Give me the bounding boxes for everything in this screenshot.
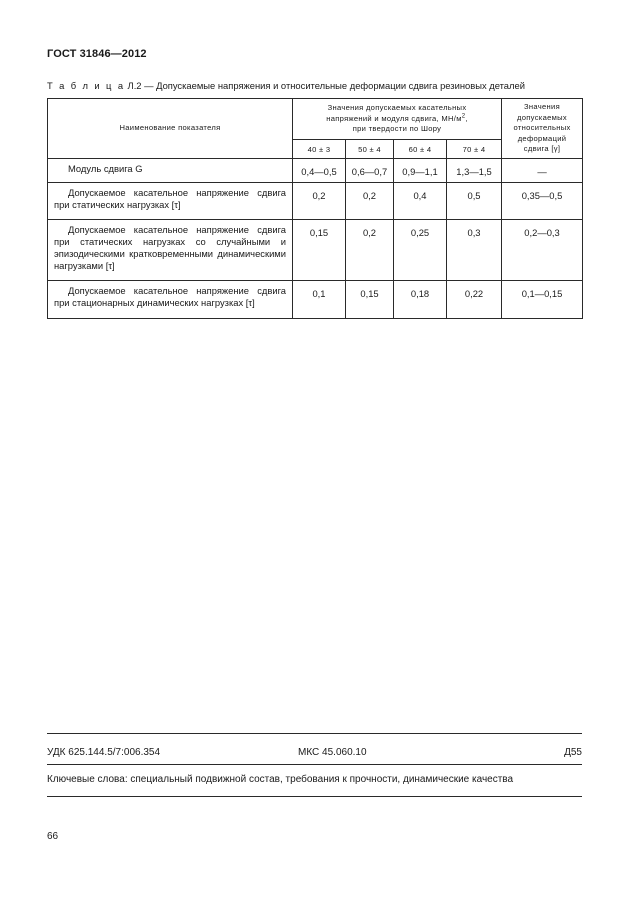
table-row bbox=[48, 183, 583, 220]
table-cell: — bbox=[502, 159, 583, 183]
udc-code: УДК 625.144.5/7:006.354 bbox=[47, 747, 161, 758]
table-caption bbox=[47, 80, 525, 91]
table-cell: 0,15 bbox=[293, 220, 346, 281]
hardness-header-60: 60 ± 4 bbox=[394, 140, 447, 159]
table-cell: 0,18 bbox=[394, 281, 447, 319]
table-cell: 0,6—0,7 bbox=[346, 159, 394, 183]
table-cell: 0,3 bbox=[447, 220, 502, 281]
table-row bbox=[48, 220, 583, 281]
table-row bbox=[48, 159, 583, 183]
caption-number: Л.2 — bbox=[124, 80, 157, 91]
allowable-values-header-line2: напряжений и модуля сдвига, $МН/м^2$, bbox=[326, 113, 468, 123]
hardness-header-70: 70 ± 4 bbox=[447, 140, 502, 159]
row-label: Допускаемое касательное напряжение сдвига при стационарных динамических нагрузках [τ] bbox=[48, 281, 293, 319]
table-cell: 0,9—1,1 bbox=[394, 159, 447, 183]
hardness-header-40: 40 ± 3 bbox=[293, 140, 346, 159]
table-cell: 0,22 bbox=[447, 281, 502, 319]
table-cell: 0,2 bbox=[346, 220, 394, 281]
table-cell: 0,5 bbox=[447, 183, 502, 220]
table-cell: 0,2—0,3 bbox=[502, 220, 583, 281]
table-cell: 0,4 bbox=[394, 183, 447, 220]
indicator-name-header: Наименование показателя bbox=[48, 99, 293, 159]
row-label: Допускаемое касательное напряжение сдвига при статических нагрузках со случайными и эпизодическими кратковременными динамическими нагрузками [τ] bbox=[48, 220, 293, 281]
footer-top-rule bbox=[47, 733, 582, 734]
allowable-values-header-line1: Значения допускаемых касательных bbox=[327, 103, 467, 113]
stress-deformation-table bbox=[47, 98, 583, 319]
page-number: 66 bbox=[47, 831, 59, 842]
mks-code: МКС 45.060.10 bbox=[298, 747, 367, 758]
row-label: Модуль сдвига G bbox=[48, 159, 293, 183]
table-row bbox=[48, 281, 583, 319]
caption-title: Допускаемые напряжения и относительные деформации сдвига резиновых деталей bbox=[156, 80, 525, 91]
table-cell: 0,1—0,15 bbox=[502, 281, 583, 319]
caption-label: Т а б л и ц а bbox=[47, 80, 125, 91]
classification-code: Д55 bbox=[564, 747, 582, 758]
row-label: Допускаемое касательное напряжение сдвига при статических нагрузках [τ] bbox=[48, 183, 293, 220]
footer-bottom-rule bbox=[47, 796, 582, 797]
table-cell: 0,4—0,5 bbox=[293, 159, 346, 183]
table-cell: 0,1 bbox=[293, 281, 346, 319]
shear-deformation-header: Значения допускаемых относительных деформаций сдвига [γ] bbox=[502, 99, 583, 159]
keywords: Ключевые слова: специальный подвижной состав, требования к прочности, динамические качества bbox=[47, 774, 514, 785]
allowable-values-header-line3: при твердости по Шору bbox=[352, 124, 442, 134]
table-cell: 0,25 bbox=[394, 220, 447, 281]
table-cell: 0,15 bbox=[346, 281, 394, 319]
footer-middle-rule bbox=[47, 764, 582, 765]
table-cell: 0,2 bbox=[346, 183, 394, 220]
table-cell: 0,2 bbox=[293, 183, 346, 220]
document-code: ГОСТ 31846—2012 bbox=[47, 48, 147, 60]
hardness-header-50: 50 ± 4 bbox=[346, 140, 394, 159]
table-cell: 1,3—1,5 bbox=[447, 159, 502, 183]
table-cell: 0,35—0,5 bbox=[502, 183, 583, 220]
allowable-values-header bbox=[293, 99, 502, 140]
